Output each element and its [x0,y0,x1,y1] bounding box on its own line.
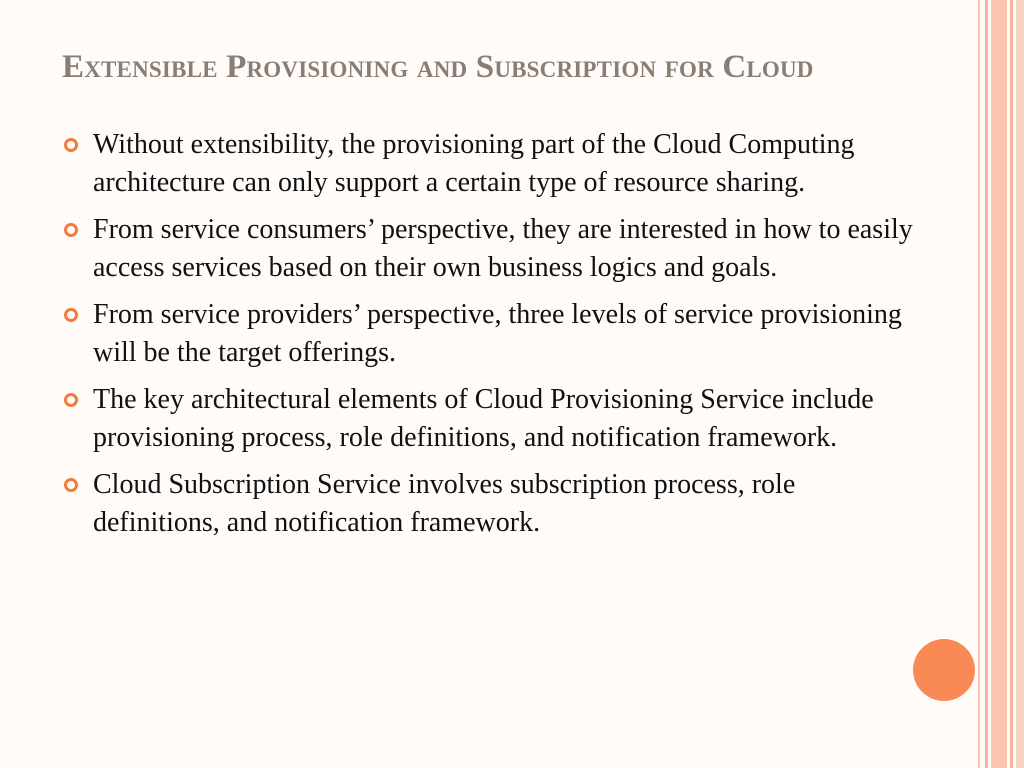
right-stripe-band [1016,0,1024,768]
circle-bullet-icon [64,138,78,152]
right-stripe-band [991,0,1007,768]
circle-bullet-icon [64,308,78,322]
circle-bullet-icon [64,478,78,492]
circle-bullet-icon [64,223,78,237]
bullet-text: Without extensibility, the provisioning part of the Cloud Computing architecture can only support a certain type of resource sharing. [93,129,855,198]
right-stripe-line [985,0,988,768]
bullet-list [64,126,924,551]
right-stripe-line [1010,0,1013,768]
bullet-item [64,466,924,542]
slide-title: Extensible Provisioning and Subscription for Cloud [62,49,814,86]
decorative-circle [913,639,975,701]
bullet-text: Cloud Subscription Service involves subscription process, role definitions, and notification framework. [93,469,796,538]
bullet-item [64,381,924,457]
bullet-text: The key architectural elements of Cloud Provisioning Service include provisioning process, role definitions, and notification framework. [93,384,874,453]
bullet-item [64,211,924,287]
circle-bullet-icon [64,393,78,407]
bullet-text: From service providers’ perspective, three levels of service provisioning will be the target offerings. [93,299,902,368]
right-stripe-line [978,0,980,768]
bullet-text: From service consumers’ perspective, they are interested in how to easily access services based on their own business logics and goals. [93,214,913,283]
bullet-item [64,126,924,202]
bullet-item [64,296,924,372]
